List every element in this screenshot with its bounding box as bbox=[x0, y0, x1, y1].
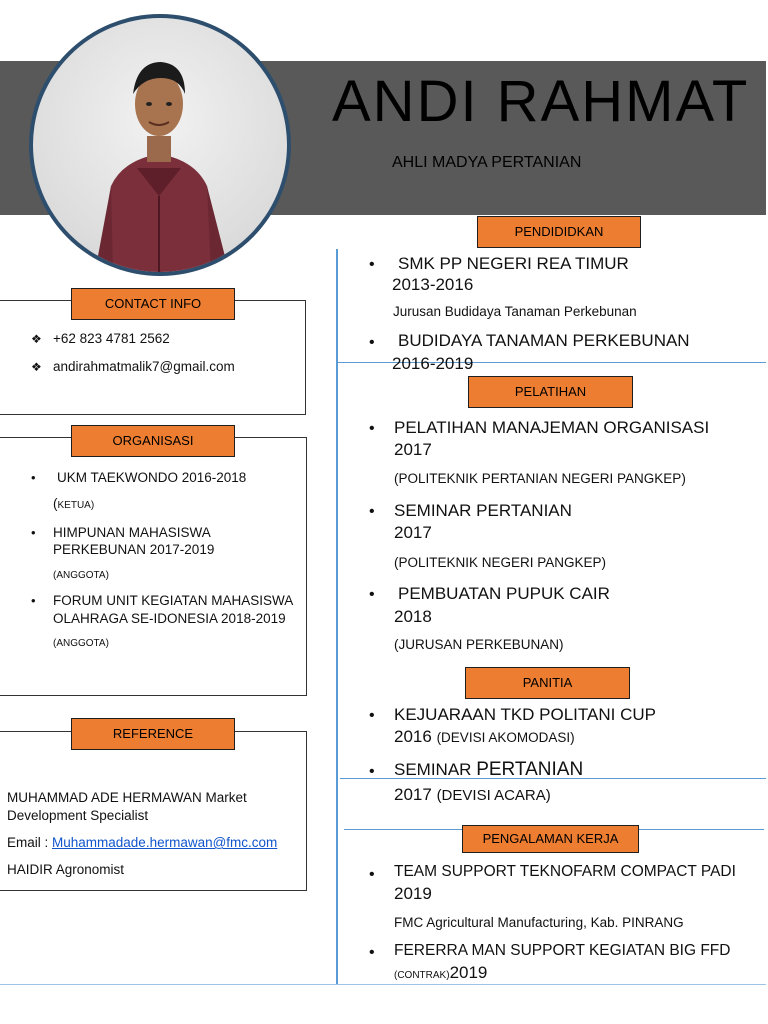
bullet-dot-icon: • bbox=[31, 593, 36, 608]
organisasi-item-3-line2: OLAHRAGA SE-IDONESIA 2018-2019 bbox=[53, 611, 286, 626]
diamond-bullet-icon: ❖ bbox=[31, 332, 42, 346]
pelatihan-item-3-year: 2018 bbox=[394, 607, 432, 626]
bullet-dot-icon: • bbox=[369, 503, 375, 520]
pendidikan-item-2-title: BUDIDAYA TANAMAN PERKEBUNAN bbox=[398, 331, 690, 350]
profile-photo bbox=[33, 18, 287, 272]
organisasi-item-2-note: (ANGGOTA) bbox=[53, 570, 109, 581]
organisasi-item-1: UKM TAEKWONDO 2016-2018 bbox=[57, 470, 247, 485]
panitia-item-1-title: KEJUARAAN TKD POLITANI CUP bbox=[394, 705, 656, 724]
contact-phone: +62 823 4781 2562 bbox=[53, 331, 170, 346]
pelatihan-item-3-detail: (JURUSAN PERKEBUNAN) bbox=[394, 637, 564, 652]
contact-email: andirahmatmalik7@gmail.com bbox=[53, 359, 235, 374]
pengalaman-heading: PENGALAMAN KERJA bbox=[462, 825, 639, 853]
pengalaman-item-2-title: FERERRA MAN SUPPORT KEGIATAN BIG FFD bbox=[394, 942, 731, 959]
candidate-name: ANDI RAHMAT bbox=[332, 69, 750, 134]
pengalaman-item-1-title: TEAM SUPPORT TEKNOFARM COMPACT PADI bbox=[394, 863, 736, 880]
diamond-bullet-icon: ❖ bbox=[31, 360, 42, 374]
pelatihan-item-1-title: PELATIHAN MANAJEMAN ORGANISASI bbox=[394, 418, 710, 437]
reference-person-2: HAIDIR Agronomist bbox=[7, 862, 125, 877]
section-divider bbox=[0, 984, 766, 985]
organisasi-item-3-note: (ANGGOTA) bbox=[53, 638, 109, 649]
pelatihan-item-2-detail: (POLITEKNIK NEGERI PANGKEP) bbox=[394, 555, 607, 570]
person-portrait-image bbox=[33, 18, 287, 272]
panitia-heading: PANITIA bbox=[465, 667, 630, 699]
bullet-dot-icon: • bbox=[369, 866, 375, 883]
pendidikan-item-1-title: SMK PP NEGERI REA TIMUR bbox=[398, 254, 629, 273]
profile-photo-frame bbox=[29, 14, 291, 276]
pendidikan-item-1-detail: Jurusan Budidaya Tanaman Perkebunan bbox=[393, 304, 637, 319]
bullet-dot-icon: • bbox=[369, 707, 375, 724]
bullet-dot-icon: • bbox=[369, 586, 375, 603]
bullet-dot-icon: • bbox=[369, 420, 375, 437]
panitia-item-2-title: SEMINAR PERTANIAN bbox=[394, 759, 584, 780]
pengalaman-item-2-row: (CONTRAK)2019 bbox=[394, 963, 488, 982]
pelatihan-item-3-title: PEMBUATAN PUPUK CAIR bbox=[398, 584, 610, 603]
organisasi-item-2-line1: HIMPUNAN MAHASISWA bbox=[53, 525, 211, 540]
organisasi-item-1-note: (KETUA) bbox=[53, 496, 95, 511]
bullet-dot-icon: • bbox=[31, 470, 36, 485]
pelatihan-item-1-year: 2017 bbox=[394, 440, 432, 459]
contact-info-heading: CONTACT INFO bbox=[71, 288, 235, 320]
bullet-dot-icon: • bbox=[369, 944, 375, 961]
organisasi-heading: ORGANISASI bbox=[71, 425, 235, 457]
reference-person-1-line1: MUHAMMAD ADE HERMAWAN Market bbox=[7, 790, 247, 805]
bullet-dot-icon: • bbox=[31, 525, 36, 540]
bullet-dot-icon: • bbox=[369, 334, 375, 351]
pengalaman-item-1-detail: FMC Agricultural Manufacturing, Kab. PINRANG bbox=[394, 915, 684, 930]
organisasi-item-3-line1: FORUM UNIT KEGIATAN MAHASISWA bbox=[53, 593, 294, 608]
reference-person-1-line2: Development Specialist bbox=[7, 808, 149, 823]
pendidikan-item-2-year: 2016-2019 bbox=[392, 354, 474, 373]
pendidikan-item-1-year: 2013-2016 bbox=[392, 275, 474, 294]
pelatihan-item-1-detail: (POLITEKNIK PERTANIAN NEGERI PANGKEP) bbox=[394, 471, 686, 486]
reference-email-row bbox=[7, 835, 277, 850]
pelatihan-heading: PELATIHAN bbox=[468, 376, 633, 408]
bullet-dot-icon: • bbox=[369, 763, 375, 780]
reference-heading: REFERENCE bbox=[71, 718, 235, 750]
reference-email-label: Email : bbox=[7, 835, 53, 850]
pendidikan-heading: PENDIDIDKAN bbox=[477, 216, 641, 248]
organisasi-item-2-line2: PERKEBUNAN 2017-2019 bbox=[53, 542, 215, 557]
pelatihan-item-2-title: SEMINAR PERTANIAN bbox=[394, 501, 572, 520]
panitia-item-2-row: 2017 (DEVISI ACARA) bbox=[394, 785, 551, 804]
pengalaman-item-1-year: 2019 bbox=[394, 884, 432, 903]
column-divider bbox=[336, 249, 338, 984]
reference-email-link[interactable]: Muhammadade.hermawan@fmc.com bbox=[52, 835, 278, 850]
panitia-item-1-row: 2016 (DEVISI AKOMODASI) bbox=[394, 727, 575, 746]
pelatihan-item-2-year: 2017 bbox=[394, 523, 432, 542]
candidate-title: AHLI MADYA PERTANIAN bbox=[392, 154, 582, 171]
bullet-dot-icon: • bbox=[369, 256, 375, 273]
